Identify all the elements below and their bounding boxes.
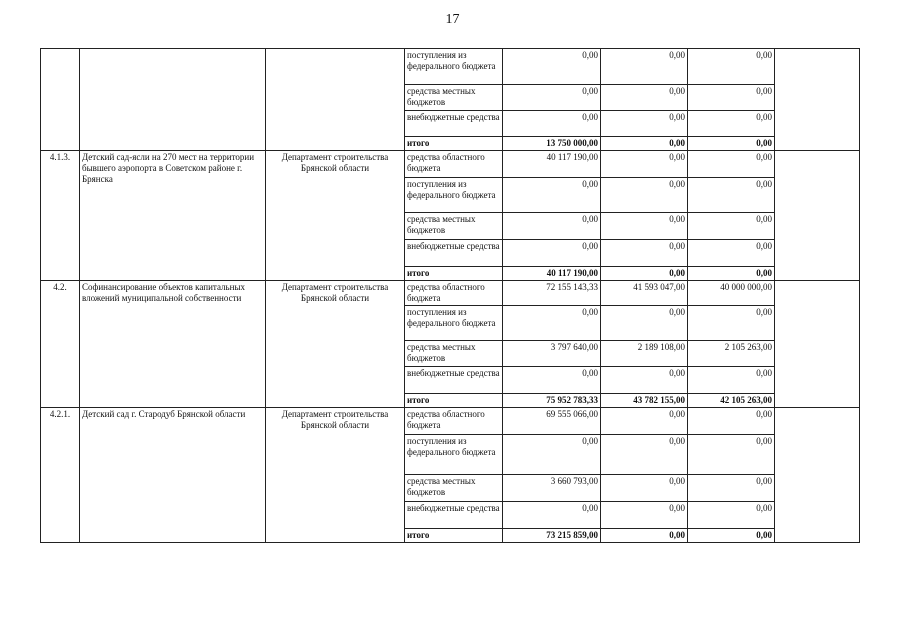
funding-source: поступления из федерального бюджета xyxy=(405,178,503,213)
amount-year-1: 0,00 xyxy=(503,367,601,394)
funding-source: поступления из федерального бюджета xyxy=(405,435,503,475)
amount-year-1: 69 555 066,00 xyxy=(503,408,601,435)
amount-year-2: 0,00 xyxy=(601,502,688,529)
notes-cell xyxy=(775,49,860,151)
amount-year-2: 0,00 xyxy=(601,306,688,341)
amount-year-3: 0,00 xyxy=(688,240,775,267)
section-department: Департамент строительства Брянской области xyxy=(266,151,405,281)
funding-source: поступления из федерального бюджета xyxy=(405,49,503,85)
amount-year-2: 0,00 xyxy=(601,475,688,502)
amount-year-1: 75 952 783,33 xyxy=(503,394,601,408)
amount-year-3: 0,00 xyxy=(688,213,775,240)
amount-year-2: 2 189 108,00 xyxy=(601,341,688,367)
section-name: Детский сад г. Стародуб Брянской области xyxy=(80,408,266,543)
amount-year-2: 0,00 xyxy=(601,240,688,267)
amount-year-3: 0,00 xyxy=(688,267,775,281)
amount-year-2: 0,00 xyxy=(601,213,688,240)
section-name xyxy=(80,49,266,151)
funding-source: итого xyxy=(405,267,503,281)
amount-year-3: 0,00 xyxy=(688,529,775,543)
amount-year-3: 0,00 xyxy=(688,306,775,341)
section-department: Департамент строительства Брянской области xyxy=(266,281,405,408)
amount-year-2: 0,00 xyxy=(601,49,688,85)
amount-year-1: 73 215 859,00 xyxy=(503,529,601,543)
amount-year-1: 40 117 190,00 xyxy=(503,267,601,281)
amount-year-3: 0,00 xyxy=(688,137,775,151)
amount-year-1: 0,00 xyxy=(503,111,601,137)
funding-source: средства местных бюджетов xyxy=(405,213,503,240)
amount-year-1: 0,00 xyxy=(503,213,601,240)
amount-year-3: 2 105 263,00 xyxy=(688,341,775,367)
notes-cell xyxy=(775,408,860,543)
table-row xyxy=(41,408,860,435)
amount-year-3: 0,00 xyxy=(688,408,775,435)
amount-year-1: 0,00 xyxy=(503,240,601,267)
funding-source: внебюджетные средства xyxy=(405,367,503,394)
amount-year-1: 3 797 640,00 xyxy=(503,341,601,367)
funding-source: итого xyxy=(405,529,503,543)
funding-source: внебюджетные средства xyxy=(405,502,503,529)
amount-year-3: 0,00 xyxy=(688,435,775,475)
funding-source: итого xyxy=(405,137,503,151)
amount-year-2: 0,00 xyxy=(601,85,688,111)
amount-year-1: 40 117 190,00 xyxy=(503,151,601,178)
funding-source: итого xyxy=(405,394,503,408)
amount-year-1: 0,00 xyxy=(503,178,601,213)
section-department: Департамент строительства Брянской области xyxy=(266,408,405,543)
section-name: Софинансирование объектов капитальных вложений муниципальной собственности xyxy=(80,281,266,408)
amount-year-1: 0,00 xyxy=(503,435,601,475)
notes-cell xyxy=(775,151,860,281)
amount-year-2: 0,00 xyxy=(601,178,688,213)
amount-year-1: 0,00 xyxy=(503,49,601,85)
amount-year-3: 0,00 xyxy=(688,151,775,178)
table-row xyxy=(41,281,860,306)
amount-year-3: 0,00 xyxy=(688,111,775,137)
funding-source: средства областного бюджета xyxy=(405,281,503,306)
amount-year-3: 0,00 xyxy=(688,85,775,111)
page-number: 17 xyxy=(445,12,460,27)
funding-source: средства областного бюджета xyxy=(405,408,503,435)
amount-year-2: 0,00 xyxy=(601,137,688,151)
amount-year-2: 43 782 155,00 xyxy=(601,394,688,408)
amount-year-3: 0,00 xyxy=(688,178,775,213)
budget-table-body xyxy=(41,49,860,543)
amount-year-3: 0,00 xyxy=(688,502,775,529)
amount-year-3: 0,00 xyxy=(688,475,775,502)
amount-year-3: 40 000 000,00 xyxy=(688,281,775,306)
amount-year-2: 0,00 xyxy=(601,111,688,137)
funding-source: внебюджетные средства xyxy=(405,240,503,267)
notes-cell xyxy=(775,281,860,408)
funding-source: средства местных бюджетов xyxy=(405,85,503,111)
amount-year-1: 13 750 000,00 xyxy=(503,137,601,151)
amount-year-1: 0,00 xyxy=(503,85,601,111)
amount-year-1: 3 660 793,00 xyxy=(503,475,601,502)
table-row xyxy=(41,49,860,85)
funding-source: внебюджетные средства xyxy=(405,111,503,137)
amount-year-2: 0,00 xyxy=(601,529,688,543)
amount-year-2: 0,00 xyxy=(601,435,688,475)
amount-year-3: 0,00 xyxy=(688,367,775,394)
funding-source: средства местных бюджетов xyxy=(405,341,503,367)
section-code: 4.2.1. xyxy=(41,408,80,543)
amount-year-1: 0,00 xyxy=(503,502,601,529)
amount-year-1: 72 155 143,33 xyxy=(503,281,601,306)
amount-year-3: 42 105 263,00 xyxy=(688,394,775,408)
table-row xyxy=(41,151,860,178)
budget-table xyxy=(40,48,860,543)
amount-year-2: 0,00 xyxy=(601,367,688,394)
section-name: Детский сад-ясли на 270 мест на территории бывшего аэропорта в Советском районе г. Брянска xyxy=(80,151,266,281)
funding-source: поступления из федерального бюджета xyxy=(405,306,503,341)
amount-year-3: 0,00 xyxy=(688,49,775,85)
amount-year-2: 0,00 xyxy=(601,408,688,435)
amount-year-2: 0,00 xyxy=(601,267,688,281)
section-code: 4.1.3. xyxy=(41,151,80,281)
section-code: 4.2. xyxy=(41,281,80,408)
section-code xyxy=(41,49,80,151)
amount-year-2: 0,00 xyxy=(601,151,688,178)
funding-source: средства областного бюджета xyxy=(405,151,503,178)
amount-year-1: 0,00 xyxy=(503,306,601,341)
amount-year-2: 41 593 047,00 xyxy=(601,281,688,306)
funding-source: средства местных бюджетов xyxy=(405,475,503,502)
section-department xyxy=(266,49,405,151)
